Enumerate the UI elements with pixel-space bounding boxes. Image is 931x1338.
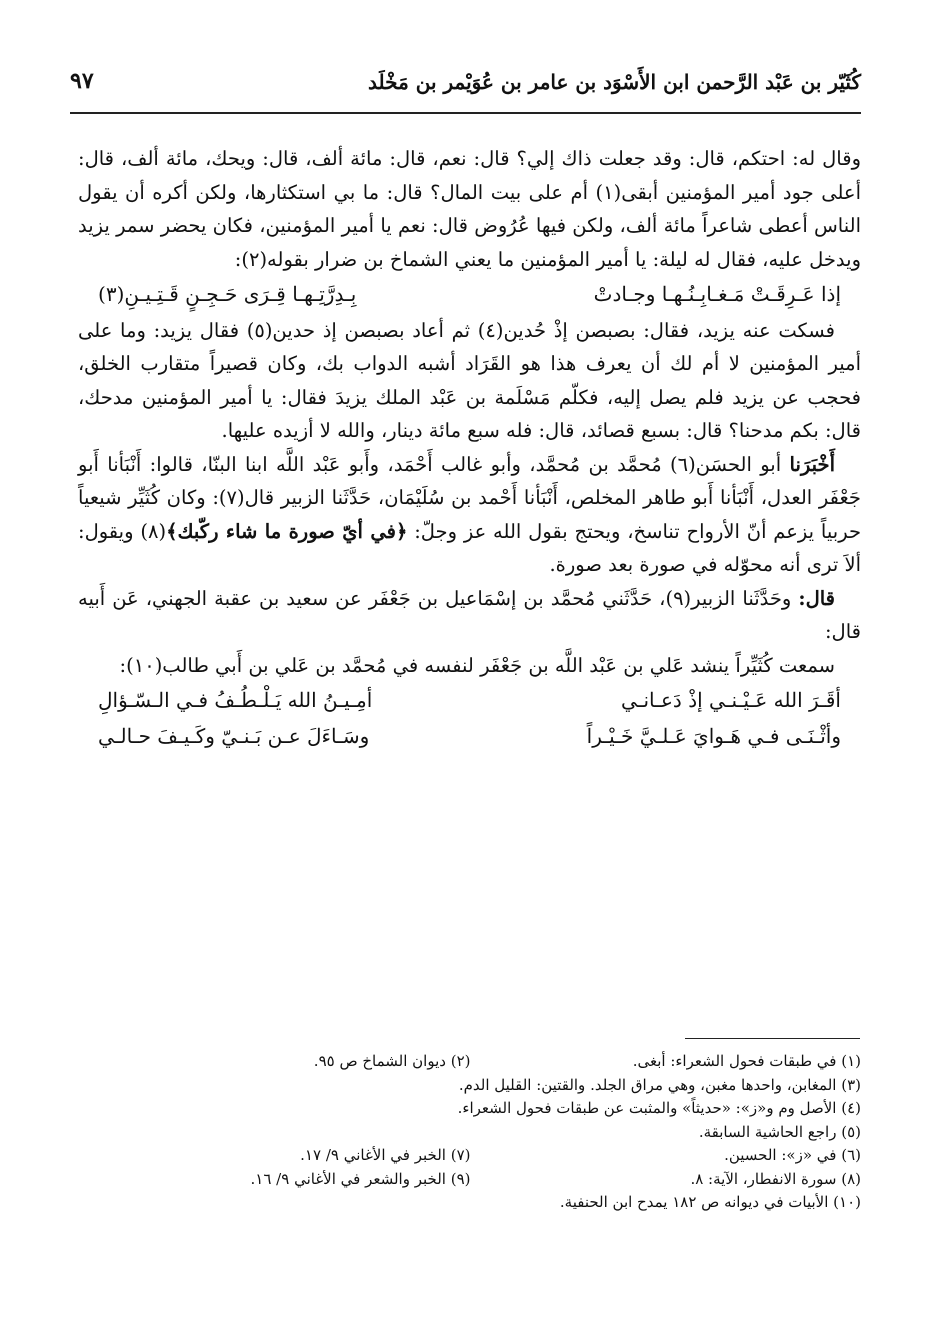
paragraph-2: فسكت عنه يزيد، فقال: بصبصن إذْ حُدين(٤) ثم أعاد بصبصن إذ حدين(٥) فقال يزيد: وما على أمير المؤمنين لا أم لك أن يعرف هذا هو القَرَاد أشبه الدواب بك، وكان قصيراً متقارب الخلق، فحجب عن يزيد فلم يصل إليه، فكلّم مَسْلَمة بن عَبْد الملك يزيدَ فقال: يا أمير المؤمنين مدحك، قال: بكم مدحنا؟ قال: بسبع قصائد، قال: فله سبع مائة دينار، والله لا أزيده عليها. [78,318,861,442]
isnad-lead: أَخْبَرَنا [789,452,835,476]
footnotes [80,1050,861,1215]
footnote-5: (٥) راجع الحاشية السابقة. [698,1122,861,1141]
paragraph-3 [78,448,861,582]
quran-quote: ﴿في أيّ صورة ما شاء ركّبك﴾ [166,519,408,543]
footnote-row [80,1144,861,1168]
footnote-6: (٦) في «ز»: الحسين. [724,1146,861,1164]
page-number: ٩٧ [70,68,94,94]
paragraph-5: سمعت كُثَيِّراً ينشد عَلي بن عَبْد اللَّه بن جَعْفَر لنفسه في مُحمَّد بن عَلي بن أَبي طالب(١٠): [119,653,835,677]
paragraph-3-end: (٨) ويقول: ألاَ ترى أنه محوّله في صورة بعد صورة. [78,519,861,576]
footnote-3: (٣) المغابن، واحدها مغبن، وهي مراق الجلد. والقتين: القليل الدم. [458,1075,861,1094]
paragraph-4 [78,582,861,649]
footnote-10: (١٠) الأبيات في ديوانه ص ١٨٢ يمدح ابن الحنفية. [559,1193,861,1211]
footnote-separator [685,1038,860,1039]
footnote-2: (٢) ديوان الشماخ ص ٩٥. [313,1052,471,1070]
verse-line-3 [98,720,841,754]
verse-3-first-hemistich: وأثْـنَـى فـي هَـوايَ عَـلـيَّ خَـيْـراً [586,723,841,748]
verse-2-second-hemistich: أمِـيـنُ الله يَـلْـطُـفُ فـي الـسّـؤالِ [98,688,373,712]
main-text [78,142,861,755]
paragraph-1: وقال له: احتكم، قال: وقد جعلت ذاك إلي؟ قال: نعم، قال: مائة ألف، قال: ويحك، مائة ألف، قال: أعلى جود أمير المؤمنين أبقى(١) أم على بيت المال؟ قال: ما بي استكثارها، ولكن أكره أن يقول الناس أعطى شاعراً مائة ألف، ولكن فيها عُرُوض قال: نعم يا أمير المؤمنين، فكان يحضر سمر يزيد ويدخل عليه، فقال له ليلة: يا أمير المؤمنين ما يعني الشماخ بن ضرار بقوله(٢): [78,147,861,271]
verse-1-second-hemistich: بِـدِرَّتِـهـا قِـرَى حَـجِـنٍ قَـتِـيـنِ(٣) [98,282,357,306]
running-title: كُثَيّر بن عَبْد الرَّحمن ابن الأَسْوَد بن عامر بن عُوَيْمر بن مَخْلَد [368,70,861,94]
footnote-7: (٧) الخبر في الأغاني ٩/ ١٧. [300,1146,471,1164]
footnote-9: (٩) الخبر والشعر في الأغاني ٩/ ١٦. [250,1169,471,1188]
footnote-4: (٤) الأصل وم و«ز»: «حديثاً» والمثبت عن طبقات فحول الشعراء. [457,1099,861,1117]
verse-line-2 [98,684,841,718]
verse-1-first-hemistich: إذا عَـرِقَـتْ مَـغـابِـنُـهـا وجـادتْ [593,282,841,306]
footnote-8: (٨) سورة الانفطار، الآية: ٨. [690,1169,861,1188]
page-header [70,62,861,114]
qal-lead: قال: [798,586,836,610]
verse-3-second-hemistich: وسَـاءَلَ عـن بَـنـيّ وكَـيـفَ حـالـي [98,723,370,748]
footnote-row [80,1050,861,1074]
paragraph-4-text: وحَدَّثَنا الزبير(٩)، حَدَّثَني مُحمَّد بن إسْمَاعيل بن جَعْفَر عن سعيد بن عقبة الجهني، عَن أَبيه قال: [78,586,861,643]
footnote-1: (١) في طبقات فحول الشعراء: أبغى. [632,1052,861,1070]
paragraph-3-text: أبو الحسَن(٦) مُحمَّد بن مُحمَّد، وأبو غالب أَحْمَد، وأَبو عَبْد اللَّه ابنا البنّا، قالوا: أَنْبَأنا أَبو جَعْفَر العدل، أَنْبَأنا أَبو طاهر المخلص، أَنْبَأنا أَحْمد بن سُلَيْمَان، حَدَّثَنا الزبير قال(٧): وكان كُثَيِّر شيعياً حربياً يزعم أنّ الأرواح تناسخ، ويحتج بقول الله عز وجلّ: [78,452,862,543]
verse-2-first-hemistich: أقَـرَ الله عَـيْـنـي إذْ دَعـانـي [620,688,841,712]
footnote-row [80,1168,861,1192]
verse-line-1 [98,278,841,312]
